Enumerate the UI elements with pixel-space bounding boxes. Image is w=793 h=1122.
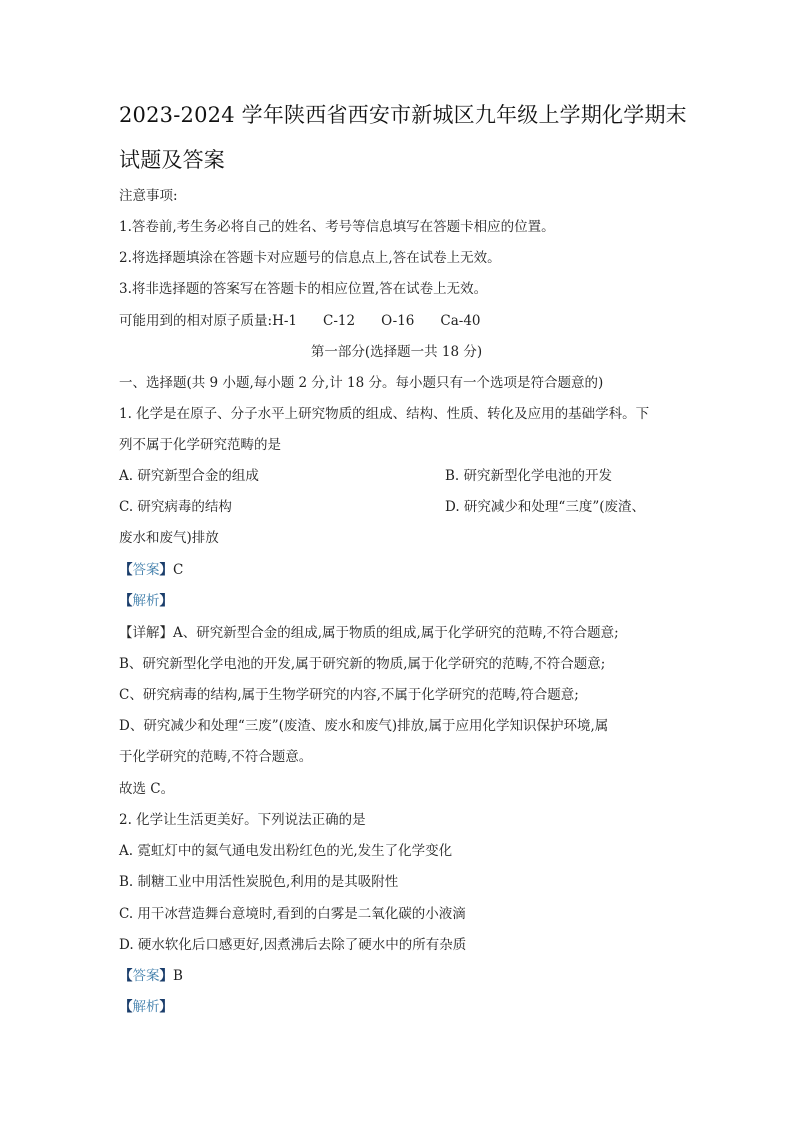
mass-o: O-16: [381, 313, 415, 329]
q1-option-a: A. 研究新型合金的组成: [119, 468, 259, 484]
section1-heading: 一、选择题(共 9 小题,每小题 2 分,计 18 分。每小题只有一个选项是符合题意的): [119, 375, 604, 391]
atomic-masses: [119, 311, 481, 331]
q1-detail-line: C、研究病毒的结构,属于生物学研究的内容,不属于化学研究的范畴,符合题意;: [119, 687, 579, 703]
document-title-line2: 试题及答案: [119, 148, 225, 172]
q1-stem-line1: 1. 化学是在原子、分子水平上研究物质的组成、结构、性质、转化及应用的基础学科。下: [119, 406, 650, 422]
notice-item: 2.将选择题填涂在答题卡对应题号的信息点上,答在试卷上无效。: [119, 250, 501, 266]
notice-item: 1.答卷前,考生务必将自己的姓名、考号等信息填写在答题卡相应的位置。: [119, 219, 555, 235]
q1-option-c: C. 研究病毒的结构: [119, 499, 232, 515]
q1-answer: 【答案】C: [119, 562, 184, 578]
q2-option-a: A. 霓虹灯中的氦气通电发出粉红色的光,发生了化学变化: [119, 843, 453, 859]
notice-item: 3.将非选择题的答案写在答题卡的相应位置,答在试卷上无效。: [119, 281, 488, 297]
answer-label: 答案: [132, 968, 160, 984]
q1-detail-line: D、研究减少和处理“三废”(废渣、废水和废气)排放,属于应用化学知识保护环境,属: [119, 718, 609, 734]
q1-conclusion: 故选 C。: [119, 781, 175, 797]
q2-answer-value: B: [173, 968, 183, 984]
q1-analysis-label: 【解析】: [119, 593, 173, 609]
q1-detail-line: 于化学研究的范畴,不符合题意。: [119, 749, 313, 765]
q1-stem-line2: 列不属于化学研究范畴的是: [119, 437, 281, 453]
mass-c: C-12: [323, 313, 356, 329]
atomic-masses-label: 可能用到的相对原子质量:: [119, 313, 273, 329]
q1-option-b: B. 研究新型化学电池的开发: [445, 468, 613, 484]
mass-ca: Ca-40: [440, 313, 481, 329]
detail-label: 【详解】: [119, 625, 173, 641]
q2-stem: 2. 化学让生活更美好。下列说法正确的是: [119, 812, 366, 828]
q1-option-d-line2: 废水和废气)排放: [119, 530, 219, 546]
q1-answer-value: C: [173, 562, 184, 578]
q2-option-d: D. 硬水软化后口感更好,因煮沸后去除了硬水中的所有杂质: [119, 937, 467, 953]
q2-answer: 【答案】B: [119, 968, 183, 984]
q1-detail-line: B、研究新型化学电池的开发,属于研究新的物质,属于化学研究的范畴,不符合题意;: [119, 656, 606, 672]
q1-detail-line: 【详解】A、研究新型合金的组成,属于物质的组成,属于化学研究的范畴,不符合题意;: [119, 625, 619, 641]
q1-option-d-line1: D. 研究减少和处理“三度”(废渣、: [445, 499, 645, 515]
notice-heading: 注意事项:: [119, 188, 178, 204]
part1-heading: 第一部分(选择题一共 18 分): [310, 344, 483, 360]
q2-option-b: B. 制糖工业中用活性炭脱色,利用的是其吸附性: [119, 874, 399, 890]
mass-h: H-1: [272, 313, 297, 329]
q2-analysis-label: 【解析】: [119, 999, 173, 1015]
document-title-line1: 2023-2024 学年陕西省西安市新城区九年级上学期化学期末: [119, 103, 687, 127]
q2-option-c: C. 用干冰营造舞台意境时,看到的白雾是二氧化碳的小液滴: [119, 906, 466, 922]
answer-label: 答案: [132, 562, 160, 578]
